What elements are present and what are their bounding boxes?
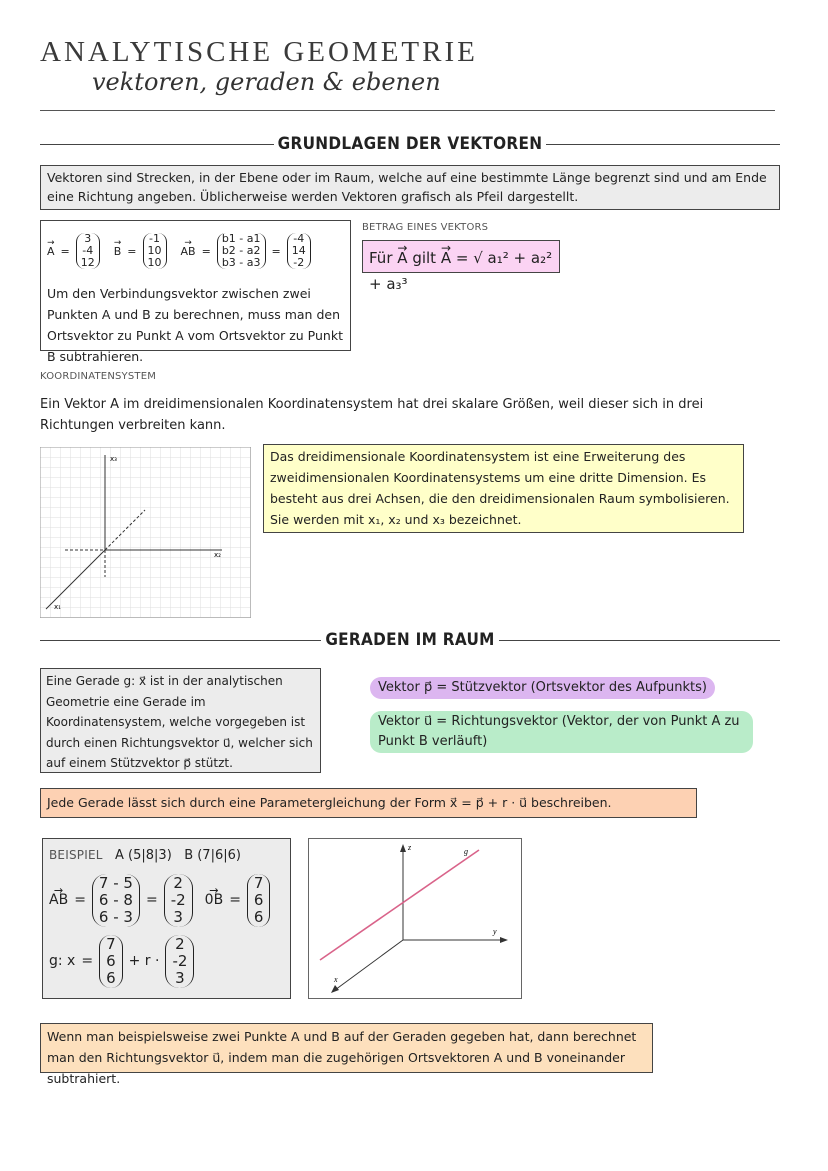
koord-info-box: Das dreidimensionale Koordinatensystem ist eine Erweiterung des zweidimensionalen Koordinatensystems um eine dritte Dimension. Es besteht aus drei Achsen, die den dreidimensionalen Raum symbolisieren. Sie werden mit x₁, x₂ und x₃ bezeichnet. — [263, 444, 744, 533]
vector-examples: → A = 3 -4 12 → B = -1 10 10 → AB = b1 - a1 b2 - a2 b3 - a3 = -4 14 -2 — [47, 227, 344, 275]
svg-text:x₁: x₁ — [54, 603, 61, 611]
vector-b: -1 10 10 — [143, 233, 167, 269]
vector-a: 3 -4 12 — [76, 233, 100, 269]
betrag-formula: Für → A gilt → A = √ a₁² + a₂² + a₃³ — [362, 240, 560, 273]
page-title: ANALYTISCHE GEOMETRIE — [40, 36, 478, 68]
vector-ab-formula: b1 - a1 b2 - a2 b3 - a3 — [217, 233, 266, 269]
connect-text: Um den Verbindungsvektor zwischen zwei Punkten A und B zu berechnen, muss man den Ortsvektor zu Punkt A vom Ortsvektor zu Punkt B subtrahieren. — [47, 286, 343, 364]
example-line-equation: g: x = 7 6 6 + r · 2 -2 3 — [49, 935, 284, 988]
svg-text:x₂: x₂ — [214, 551, 221, 559]
coordinate-grid-diagram — [40, 447, 251, 618]
stuetzvektor-note: Vektor p⃗ = Stützvektor (Ortsvektor des Aufpunkts) — [370, 677, 715, 699]
vector-box — [40, 220, 351, 364]
section-heading-geraden: GERADEN IM RAUM — [40, 630, 780, 650]
section-heading-vektoren: GRUNDLAGEN DER VEKTOREN — [40, 134, 780, 154]
svg-text:x: x — [334, 975, 338, 984]
vector-ab-result: -4 14 -2 — [287, 233, 311, 269]
intro-box: Vektoren sind Strecken, in der Ebene oder im Raum, welche auf eine bestimmte Länge begrenzt sind und am Ende eine Richtung angeben. Üblicherweise werden Vektoren grafisch als Pfeil dargestellt. — [40, 165, 780, 210]
svg-text:g: g — [464, 847, 468, 856]
svg-text:z: z — [408, 843, 412, 852]
svg-text:x₃: x₃ — [110, 455, 117, 463]
line-in-space-diagram — [308, 838, 522, 999]
gerade-definition: Eine Gerade g: x⃗ ist in der analytischen Geometrie eine Gerade im Koordinatensystem, welche vorgegeben ist durch einen Richtungsvektor u⃗, welcher sich auf einem Stützvektor p⃗ stützt. — [40, 668, 321, 773]
parameter-equation-box: Jede Gerade lässt sich durch eine Parametergleichung der Form x⃗ = p⃗ + r · u⃗ beschreiben. — [40, 788, 697, 818]
note-box: Wenn man beispielsweise zwei Punkte A und B auf der Geraden gegeben hat, dann berechnet man den Richtungsvektor u⃗, indem man die zugehörigen Ortsvektoren A und B voneinander subtrahiert. — [40, 1023, 653, 1073]
example-ab: → AB = 7 - 5 6 - 8 6 - 3 = 2 -2 3 → 0B = 7 6 6 — [49, 874, 284, 927]
richtungsvektor-note: Vektor u⃗ = Richtungsvektor (Vektor, der von Punkt A zu Punkt B verläuft) — [370, 711, 753, 753]
page-subtitle: vektoren, geraden & ebenen — [92, 68, 441, 96]
divider — [40, 110, 775, 111]
svg-text:y: y — [493, 927, 497, 936]
betrag-label: BETRAG EINES VEKTORS — [362, 222, 489, 233]
koord-text: Ein Vektor A im dreidimensionalen Koordinatensystem hat drei skalare Größen, weil dieser sich in drei Richtungen verbreiten kann. — [40, 397, 704, 433]
koord-label: KOORDINATENSYSTEM — [40, 371, 157, 382]
example-box: BEISPIEL A (5|8|3) B (7|6|6) → AB = 7 - 5 6 - 8 6 - 3 = 2 -2 3 → 0B = 7 6 6 g: x = 7 6 6 + r · 2 -2 3 — [42, 838, 291, 999]
